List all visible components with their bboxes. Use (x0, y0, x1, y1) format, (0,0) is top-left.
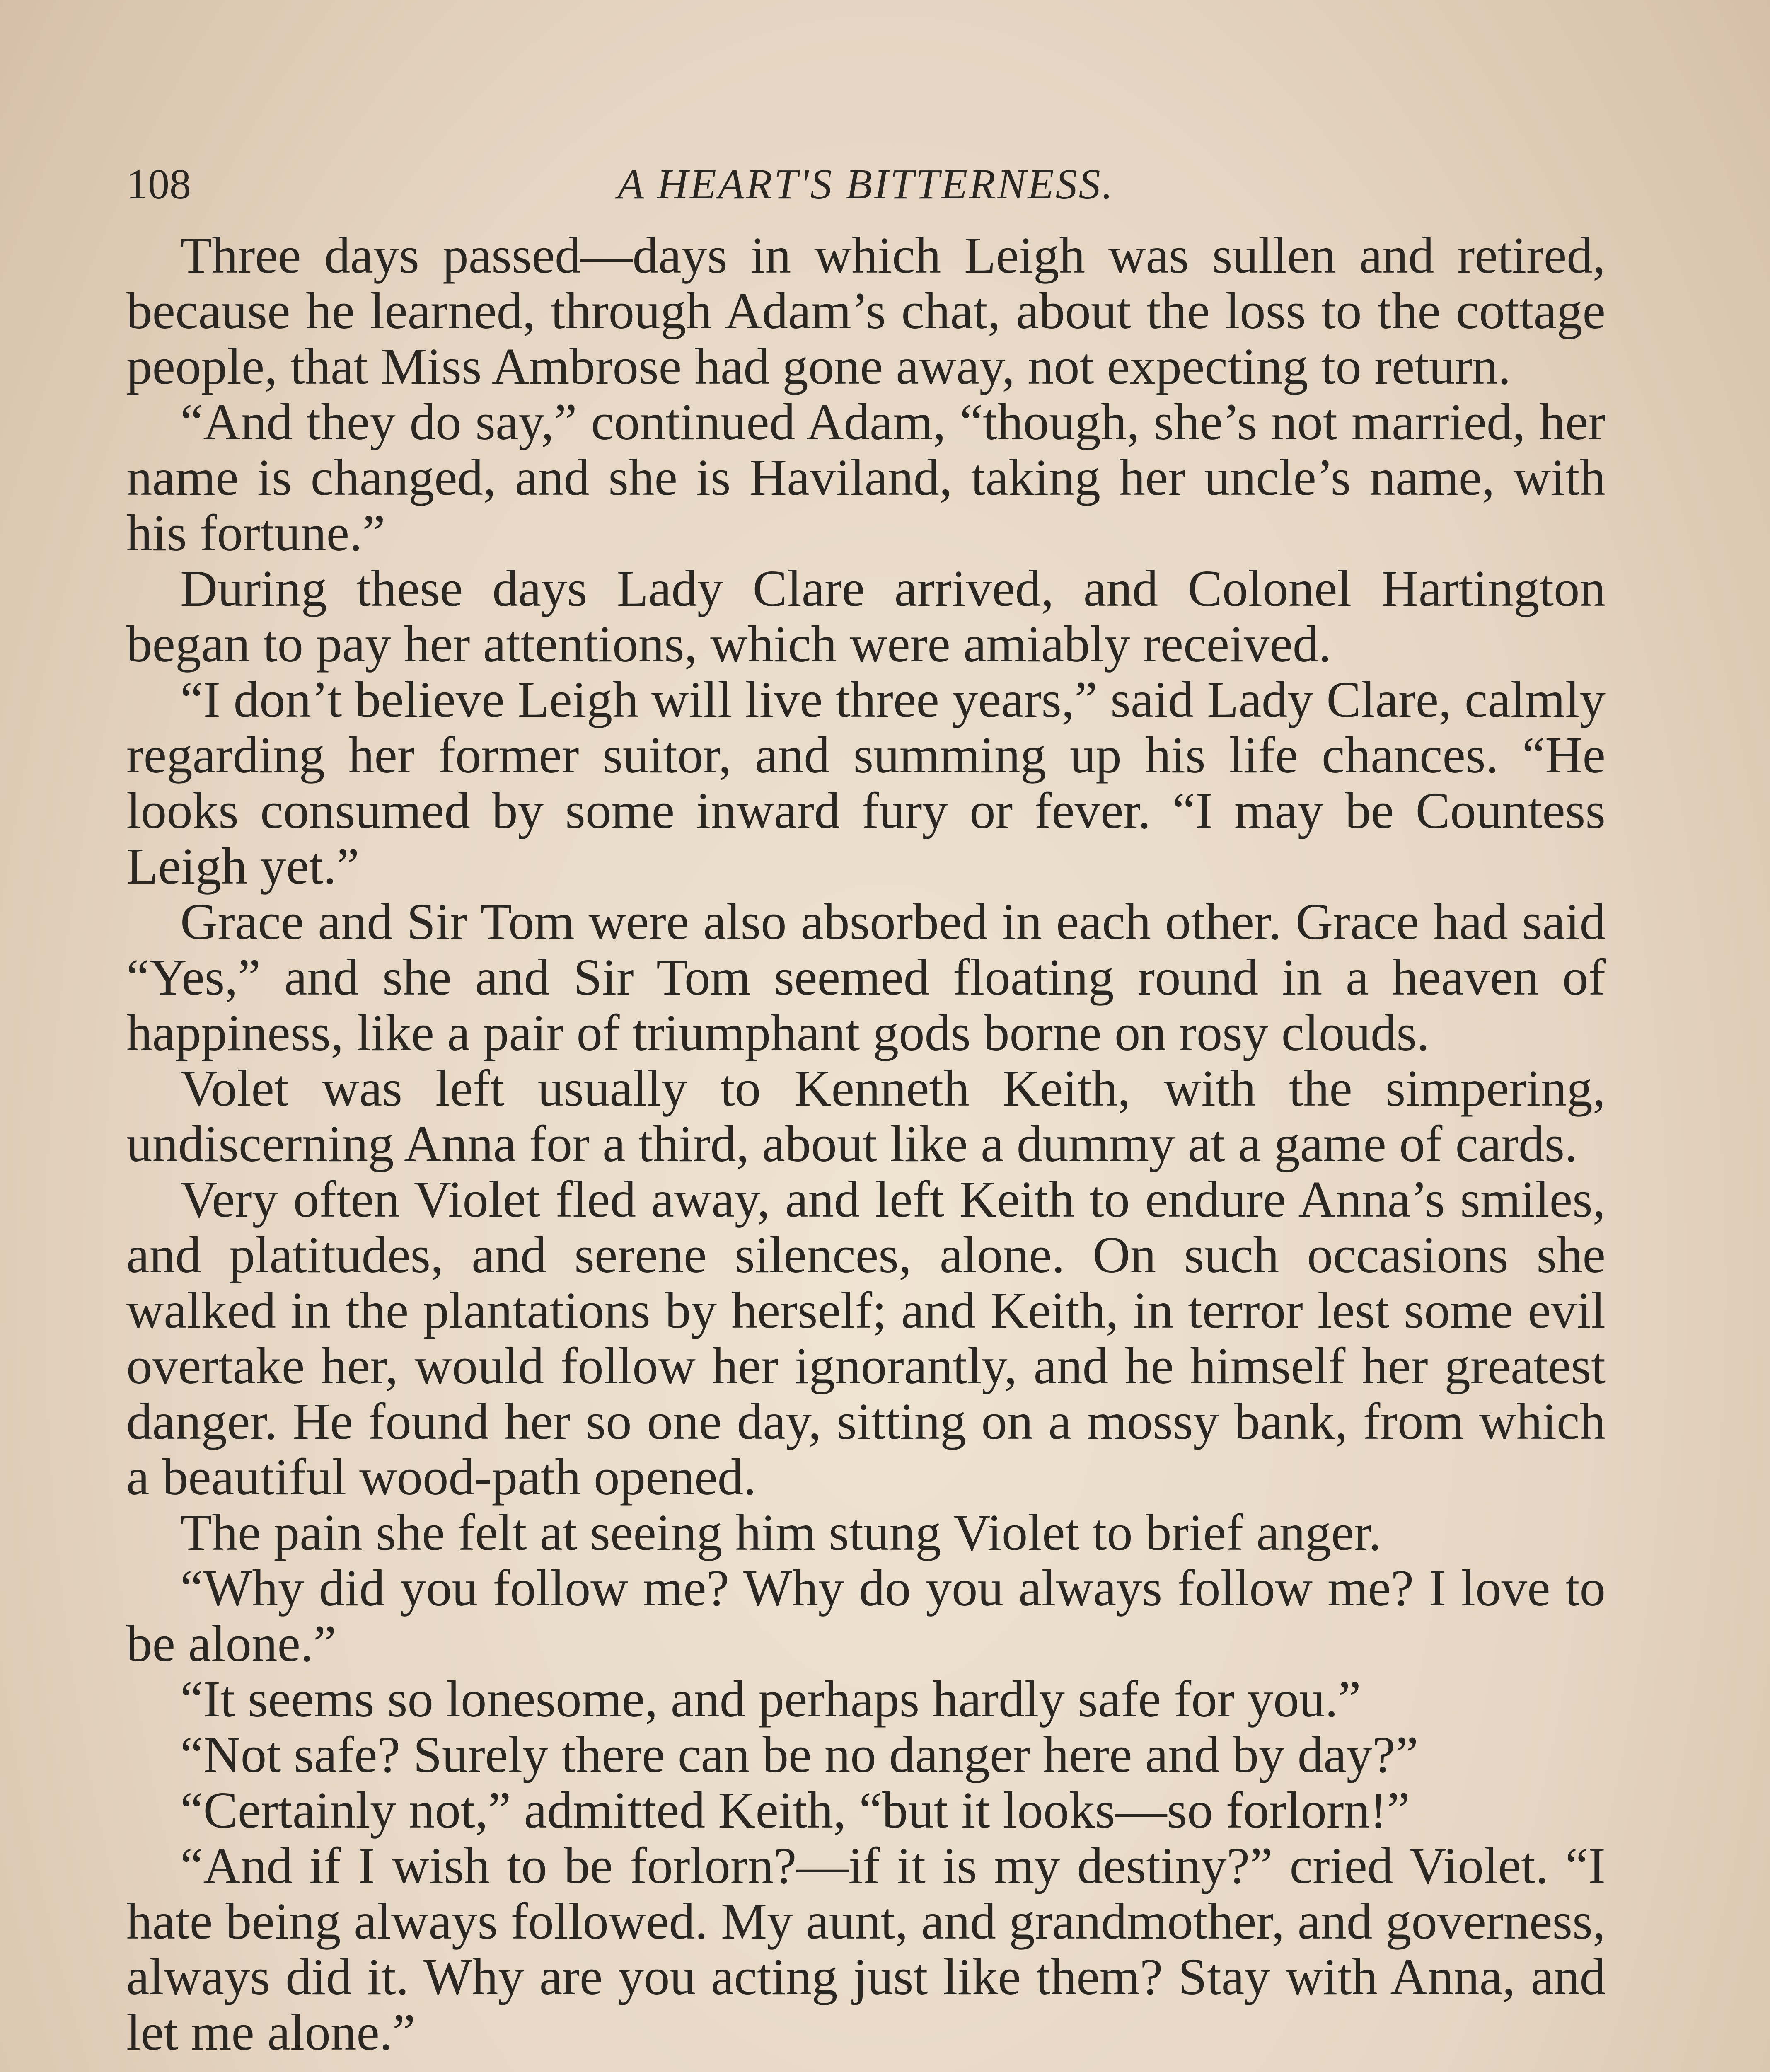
paragraph: “And they do say,” continued Adam, “though, she’s not married, her name is changed, and she is Haviland, taking her uncle’s name, with his fortune.” (126, 394, 1606, 562)
paragraph: Very often Violet fled away, and left Keith to endure Anna’s smiles, and platitudes, and serene silences, alone. On such occasions she walked in the plantations by herself; and Keith, in terror lest some evil overtake her, would follow her ignorantly, and he himself her greatest danger. He found her so one day, sitting on a mossy bank, from which a beautiful wood-path opened. (126, 1171, 1606, 1506)
paragraph: “I don’t believe Leigh will live three years,” said Lady Clare, calmly regarding her former suitor, and summing up his life chances. “He looks consumed by some inward fury or fever. “I may be Countess Leigh yet.” (126, 671, 1606, 895)
paragraph: “Why did you follow me? Why do you always follow me? I love to be alone.” (126, 1560, 1606, 1673)
paragraph: “Certainly not,” admitted Keith, “but it looks—so forlorn!” (180, 1782, 1410, 1839)
page-number: 108 (126, 160, 191, 208)
body-text (126, 228, 1606, 2060)
paragraph: Three days passed—days in which Leigh was sullen and retired, because he learned, through Adam’s chat, about the loss to the cottage people, that Miss Ambrose had gone away, not expecting to return. (126, 227, 1606, 395)
running-title: A HEART'S BITTERNESS. (617, 160, 1115, 208)
paragraph: “Not safe? Surely there can be no danger here and by day?” (180, 1726, 1419, 1784)
paragraph: Volet was left usually to Kenneth Keith, with the simpering, undiscerning Anna for a third, about like a dummy at a game of cards. (126, 1060, 1606, 1173)
paragraph: Grace and Sir Tom were also absorbed in each other. Grace had said “Yes,” and she and Sir Tom seemed floating round in a heaven of happiness, like a pair of triumphant gods borne on rosy clouds. (126, 893, 1606, 1062)
running-head (126, 149, 1606, 220)
paragraph: During these days Lady Clare arrived, and Colonel Hartington began to pay her attentions, which were amiably received. (126, 560, 1606, 673)
paragraph: “And if I wish to be forlorn?—if it is my destiny?” cried Violet. “I hate being always followed. My aunt, and grandmother, and governess, always did it. Why are you acting just like them? Stay with Anna, and let me alone.” (126, 1837, 1606, 2061)
book-page (126, 149, 1606, 2060)
paragraph: The pain she felt at seeing him stung Violet to brief anger. (180, 1504, 1382, 1561)
paragraph: “It seems so lonesome, and perhaps hardly safe for you.” (180, 1671, 1361, 1728)
